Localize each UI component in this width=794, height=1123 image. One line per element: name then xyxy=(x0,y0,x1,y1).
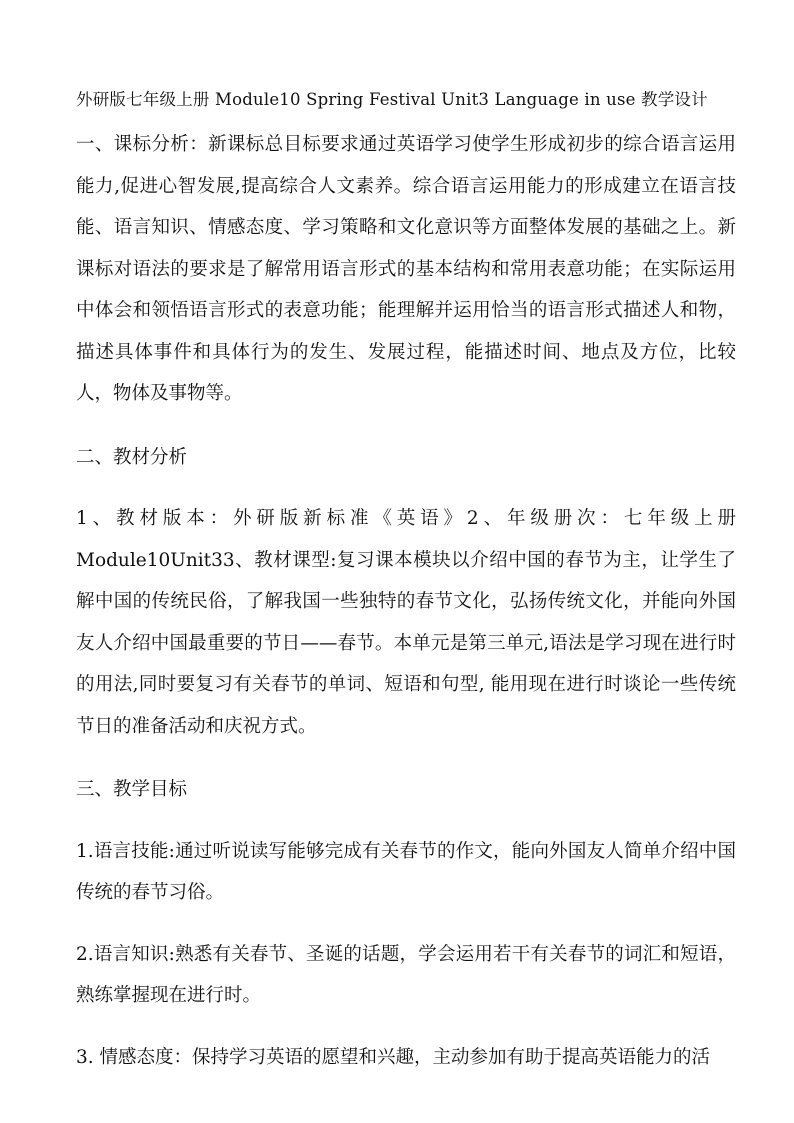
section-gap xyxy=(76,1017,736,1037)
curriculum-analysis-paragraph: 一、课标分析：新课标总目标要求通过英语学习使学生形成初步的综合语言运用能力,促进心智发展,提高综合人文素养。综合语言运用能力的形成建立在语言技能、语言知识、情感态度、学习策略和文化意识等方面整体发展的基础之上。新课标对语法的要求是了解常用语言形式的基本结构和常用表意功能；在实际运用中体会和领悟语言形式的表意功能；能理解并运用恰当的语言形式描述人和物，描述具体事件和具体行为的发生、发展过程，能描述时间、地点及方位，比较人，物体及事物等。 xyxy=(76,134,736,404)
document-title: 外研版七年级上册 Module10 Spring Festival Unit3 Language in use 教学设计 xyxy=(76,90,708,109)
section-gap xyxy=(76,478,736,498)
textbook-analysis-paragraph: 1、教材版本：外研版新标准《英语》2、年级册次：七年级上册 Module10Unit33、教材课型:复习课本模块以介绍中国的春节为主，让学生了解中国的传统民俗，了解我国一些独特的春节文化，弘扬传统文化，并能向外国友人介绍中国最重要的节日——春节。本单元是第三单元,语法是学习现在进行时的用法,同时要复习有关春节的单词、短语和句型, 能用现在进行时谈论一些传统节日的准备活动和庆祝方式。 xyxy=(76,508,736,737)
section-gap xyxy=(76,415,736,437)
goal-emotional-attitude: 3. 情感态度：保持学习英语的愿望和兴趣，主动参加有助于提高英语能力的活 xyxy=(76,1046,711,1068)
textbook-analysis-heading: 二、教材分析 xyxy=(76,446,188,468)
goal-language-knowledge: 2.语言知识:熟悉有关春节、圣诞的话题，学会运用若干有关春节的词汇和短语，熟练掌握现在进行时。 xyxy=(76,943,736,1006)
section-gap xyxy=(76,747,736,769)
section-gap xyxy=(76,811,736,831)
document-page xyxy=(76,86,736,1078)
teaching-goals-heading: 三、教学目标 xyxy=(76,779,188,800)
goal-language-skills: 1.语言技能:通过听说读写能够完成有关春节的作文，能向外国友人简单介绍中国传统的春节习俗。 xyxy=(76,840,736,903)
section-gap xyxy=(76,914,736,934)
